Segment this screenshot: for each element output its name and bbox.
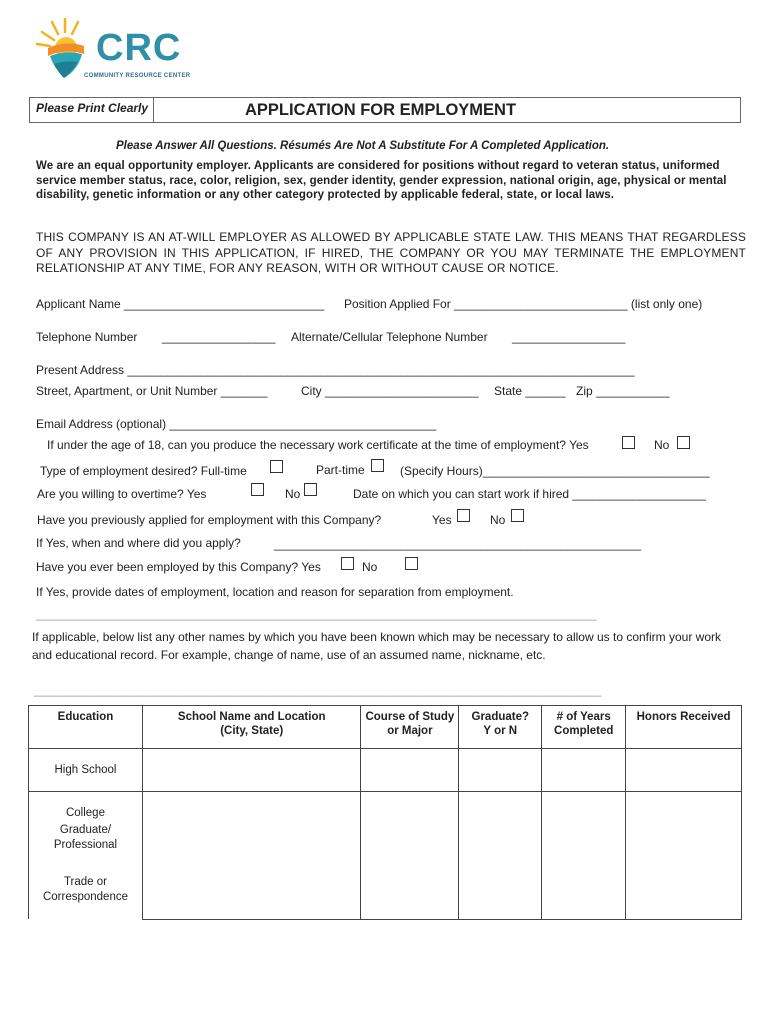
page-title: APPLICATION FOR EMPLOYMENT: [245, 101, 517, 119]
logo-subtitle: COMMUNITY RESOURCE CENTER: [84, 73, 191, 79]
table-cell[interactable]: [626, 749, 742, 792]
applied-before-no-label: No: [490, 513, 506, 527]
employed-before-question: Have you ever been employed by this Company? Yes: [36, 560, 321, 574]
applied-before-yes-checkbox[interactable]: [457, 509, 470, 522]
alt-phone-field[interactable]: _________________: [512, 330, 626, 344]
table-cell[interactable]: [626, 792, 742, 920]
if-yes-when-label: If Yes, when and where did you apply?: [36, 536, 241, 550]
under-18-no-checkbox[interactable]: [677, 436, 690, 449]
city-field[interactable]: City _______________________: [301, 384, 479, 398]
table-row: [29, 749, 742, 792]
applied-before-question: Have you previously applied for employment with this Company?: [37, 513, 382, 527]
telephone-field[interactable]: _________________: [162, 330, 276, 344]
part-time-label: Part-time: [316, 463, 365, 477]
part-time-checkbox[interactable]: [371, 459, 384, 472]
applied-before-no-checkbox[interactable]: [511, 509, 524, 522]
state-field[interactable]: State ______: [494, 384, 566, 398]
zip-field[interactable]: Zip ___________: [576, 384, 670, 398]
table-cell[interactable]: [142, 792, 361, 920]
table-cell[interactable]: [542, 792, 626, 920]
overtime-no-checkbox[interactable]: [304, 483, 317, 496]
instructions-subtitle: Please Answer All Questions. Résumés Are Not A Substitute For A Completed Application.: [116, 140, 610, 152]
education-header: Education: [29, 706, 143, 749]
header-divider: [153, 97, 154, 123]
other-names-instructions: If applicable, below list any other names by which you have been known which may be necessary to allow us to confirm your work and educational record. For example, change of name, use of an assumed name, nickname, etc.: [32, 630, 722, 662]
table-cell[interactable]: [459, 792, 542, 920]
overtime-question: Are you willing to overtime? Yes: [37, 487, 207, 501]
years-header: # of Years Completed: [542, 706, 626, 749]
education-row-label: Trade or Correspondence: [42, 876, 128, 903]
education-table-header: [29, 706, 742, 749]
if-yes-dates-label: If Yes, provide dates of employment, location and reason for separation from employment.: [36, 585, 514, 599]
street-field[interactable]: Street, Apartment, or Unit Number _______: [36, 384, 268, 398]
separation-reason-line[interactable]: ____________________________________________________________________________________: [36, 607, 597, 621]
table-cell[interactable]: [142, 749, 361, 792]
if-yes-when-field[interactable]: _______________________________________________________: [274, 537, 642, 551]
table-cell[interactable]: [542, 749, 626, 792]
honors-header: Honors Received: [626, 706, 742, 749]
table-cell[interactable]: [361, 792, 459, 920]
overtime-yes-checkbox[interactable]: [251, 483, 264, 496]
start-date-field[interactable]: Date on which you can start work if hired ____________________: [353, 487, 706, 501]
under-18-no-label: No: [654, 438, 670, 452]
education-row-label: High School: [29, 749, 143, 792]
table-row: [29, 792, 742, 920]
course-header: Course of Study or Major: [361, 706, 459, 749]
under-18-yes-checkbox[interactable]: [622, 436, 635, 449]
education-row-label: Graduate/ Professional: [53, 824, 118, 851]
employment-type-question: Type of employment desired? Full-time: [40, 464, 247, 478]
at-will-statement: THIS COMPANY IS AN AT-WILL EMPLOYER AS ALLOWED BY APPLICABLE STATE LAW. THIS MEANS THAT REGARDLESS OF ANY PROVISION IN THIS APPLICATION, IF HIRED, THE COMPANY OR YOU MAY TERMINATE THE EMPLOYMENT RELATIONSHIP AT ANY TIME, FOR ANY REASON, WITH OR WITHOUT CAUSE OR NOTICE.: [36, 230, 746, 275]
employed-before-yes-checkbox[interactable]: [341, 557, 354, 570]
applicant-name-field[interactable]: Applicant Name ______________________________: [36, 297, 325, 311]
telephone-label: Telephone Number: [36, 330, 138, 344]
graduate-header: Graduate? Y or N: [459, 706, 542, 749]
other-names-line[interactable]: _____________________________________________________________________________________: [34, 683, 602, 697]
school-header: School Name and Location (City, State): [142, 706, 361, 749]
position-applied-field[interactable]: Position Applied For __________________________ (list only one): [344, 297, 703, 311]
under-18-question: If under the age of 18, can you produce the necessary work certificate at the time of employment? Yes: [47, 438, 589, 452]
education-table: [28, 705, 742, 920]
table-cell[interactable]: [459, 749, 542, 792]
overtime-no-label: No: [285, 487, 301, 501]
eeo-statement: We are an equal opportunity employer. Applicants are considered for positions without regard to veteran status, uniformed service member status, race, color, religion, sex, gender identity, gender expression, national origin, age, physical or mental disability, genetic information or any other category protected by applicable federal, state, or local laws.: [36, 160, 727, 201]
employed-before-no-label: No: [362, 560, 378, 574]
logo-name: CRC: [96, 27, 182, 69]
employed-before-no-checkbox[interactable]: [405, 557, 418, 570]
education-row-label: College: [65, 807, 105, 819]
specify-hours-field[interactable]: (Specify Hours)__________________________________: [400, 464, 710, 478]
present-address-field[interactable]: Present Address ____________________________________________________________________________: [36, 363, 635, 377]
alt-phone-label: Alternate/Cellular Telephone Number: [291, 330, 488, 344]
full-time-checkbox[interactable]: [270, 460, 283, 473]
table-cell[interactable]: [361, 749, 459, 792]
email-field[interactable]: Email Address (optional) ________________________________________: [36, 417, 437, 431]
applied-before-yes-label: Yes: [432, 513, 452, 527]
print-clearly-label: Please Print Clearly: [36, 101, 149, 115]
